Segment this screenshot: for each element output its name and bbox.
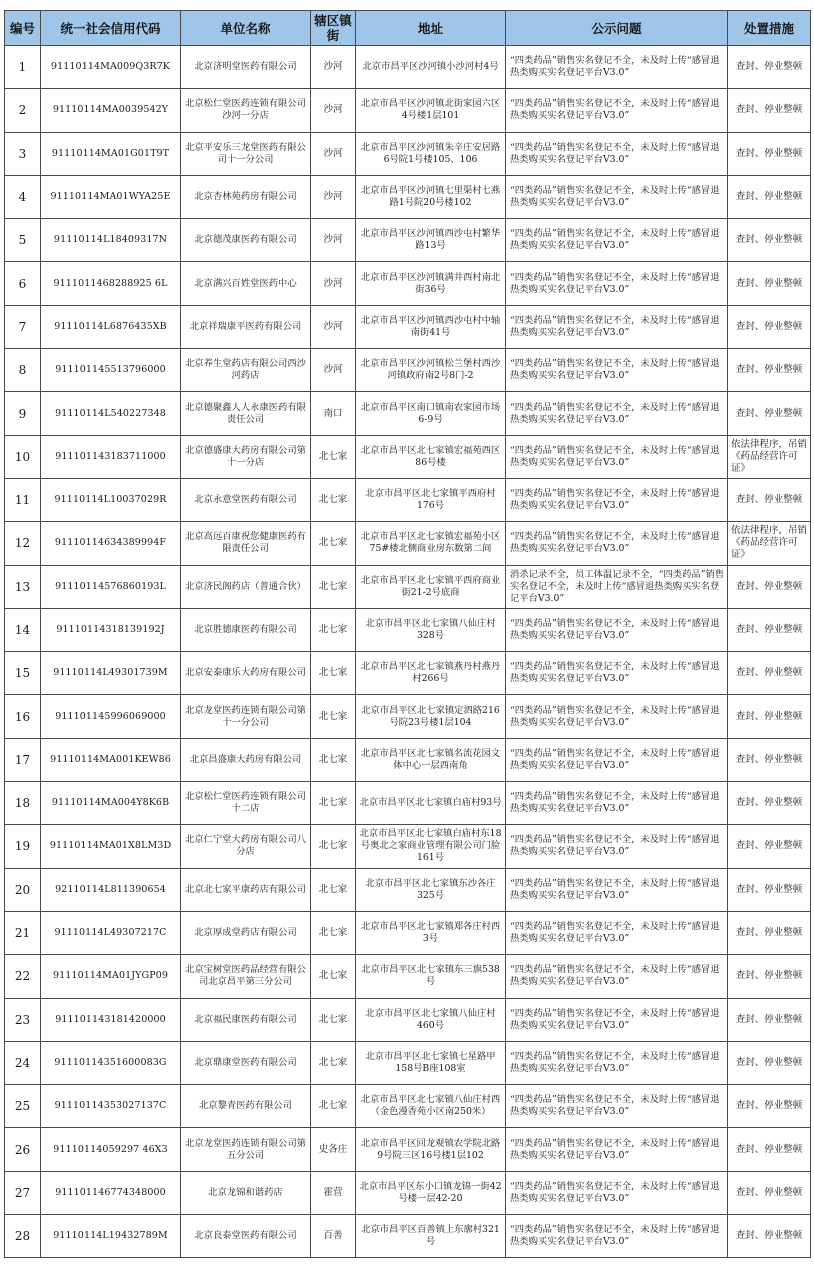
cell-credit-code: 91110114353027137C [41,1085,181,1128]
cell-unit-name: 北京福民康医药有限公司 [181,998,311,1041]
cell-number: 10 [5,435,41,478]
cell-measure: 查封、停业整顿 [728,1171,811,1214]
cell-number: 9 [5,392,41,435]
cell-unit-name: 北京安泰康乐大药房有限公司 [181,652,311,695]
table-row [5,175,811,218]
cell-district: 沙河 [311,262,356,305]
cell-address: 北京市昌平区北七家镇东三旗538号 [356,955,506,998]
cell-measure: 查封、停业整顿 [728,132,811,175]
cell-issue: “四类药品”销售实名登记不全，未及时上传“感冒退热类购买实名登记平台V3.0” [506,175,728,218]
cell-measure: 查封、停业整顿 [728,175,811,218]
cell-measure: 查封、停业整顿 [728,305,811,348]
cell-address: 北京市昌平区北七家镇白庙村东18号奥北之家商业管理有限公司门脸161号 [356,825,506,868]
cell-issue: “四类药品”销售实名登记不全，未及时上传“感冒退热类购买实名登记平台V3.0” [506,998,728,1041]
header-address: 地址 [356,11,506,46]
table-row [5,435,811,478]
cell-number: 7 [5,305,41,348]
cell-unit-name: 北京杏林苑药房有限公司 [181,175,311,218]
cell-measure: 查封、停业整顿 [728,695,811,738]
cell-measure: 查封、停业整顿 [728,955,811,998]
cell-unit-name: 北京鼎康堂医药有限公司 [181,1041,311,1084]
cell-address: 北京市昌平区北七家镇燕丹村燕丹村266号 [356,652,506,695]
cell-unit-name: 北京永意堂医药有限公司 [181,478,311,521]
cell-unit-name: 北京满兴百姓堂医药中心 [181,262,311,305]
cell-measure: 查封、停业整顿 [728,652,811,695]
cell-issue: “四类药品”销售实名登记不全，未及时上传“感冒退热类购买实名登记平台V3.0” [506,782,728,825]
cell-unit-name: 北京胜德康医药有限公司 [181,608,311,651]
cell-district: 史各庄 [311,1128,356,1171]
cell-unit-name: 北京北七家平康药店有限公司 [181,868,311,911]
cell-number: 11 [5,478,41,521]
cell-measure: 查封、停业整顿 [728,1215,811,1258]
cell-credit-code: 911101145996069000 [41,695,181,738]
cell-address: 北京市昌平区沙河镇朱辛庄安居路6号院1号楼105、106 [356,132,506,175]
cell-address: 北京市昌平区沙河镇七里渠村七燕路1号院20号楼102 [356,175,506,218]
table-row [5,608,811,651]
cell-district: 北七家 [311,478,356,521]
table-row [5,219,811,262]
cell-measure: 查封、停业整顿 [728,392,811,435]
cell-address: 北京市昌平区北七家镇名流花园文体中心一层西南角 [356,738,506,781]
cell-address: 北京市昌平区沙河镇西沙屯村繁华路13号 [356,219,506,262]
cell-unit-name: 北京黎青医药有限公司 [181,1085,311,1128]
cell-district: 北七家 [311,955,356,998]
table-row [5,1041,811,1084]
cell-district: 沙河 [311,89,356,132]
cell-measure: 查封、停业整顿 [728,1085,811,1128]
table-row [5,478,811,521]
cell-number: 12 [5,522,41,565]
cell-credit-code: 911101146774348000 [41,1171,181,1214]
cell-unit-name: 北京济明堂医药有限公司 [181,46,311,89]
cell-address: 北京市昌平区北七家镇八仙庄村西（金色漫香苑小区南250米） [356,1085,506,1128]
cell-credit-code: 91110114MA009Q3R7K [41,46,181,89]
cell-credit-code: 91110114L49307217C [41,911,181,954]
cell-issue: “四类药品”销售实名登记不全，未及时上传“感冒退热类购买实名登记平台V3.0” [506,652,728,695]
cell-address: 北京市昌平区南口镇南农家园市场6-9号 [356,392,506,435]
cell-measure: 查封、停业整顿 [728,1128,811,1171]
cell-measure: 查封、停业整顿 [728,782,811,825]
cell-credit-code: 91110114059297 46X3 [41,1128,181,1171]
header-district: 辖区镇街 [311,11,356,46]
cell-address: 北京市昌平区北七家镇东沙各庄325号 [356,868,506,911]
cell-number: 18 [5,782,41,825]
table-row [5,392,811,435]
cell-credit-code: 91110114MA001KEW86 [41,738,181,781]
cell-number: 27 [5,1171,41,1214]
cell-credit-code: 91110114L10037029R [41,478,181,521]
cell-number: 4 [5,175,41,218]
cell-address: 北京市昌平区北七家镇平西府商业街21-2号底商 [356,565,506,608]
cell-credit-code: 91110114L18409317N [41,219,181,262]
table-row [5,565,811,608]
header-measure: 处置措施 [728,11,811,46]
cell-credit-code: 91110114MA01G01T9T [41,132,181,175]
header-credit-code: 统一社会信用代码 [41,11,181,46]
cell-unit-name: 北京祥瑞康平医药有限公司 [181,305,311,348]
cell-address: 北京市昌平区北七家镇七星路甲158号B座108室 [356,1041,506,1084]
cell-address: 北京市昌平区沙河镇满井西村南北街36号 [356,262,506,305]
cell-district: 北七家 [311,1041,356,1084]
cell-measure: 查封、停业整顿 [728,998,811,1041]
cell-issue: “四类药品”销售实名登记不全，未及时上传“感冒退热类购买实名登记平台V3.0” [506,435,728,478]
table-row [5,262,811,305]
cell-address: 北京市昌平区北七家镇定泗路216号院23号楼1层104 [356,695,506,738]
cell-district: 沙河 [311,349,356,392]
cell-credit-code: 9111011468288925 6L [41,262,181,305]
cell-district: 北七家 [311,1085,356,1128]
cell-unit-name: 北京平安乐三龙堂医药有限公司十一分公司 [181,132,311,175]
cell-issue: “四类药品”销售实名登记不全，未及时上传“感冒退热类购买实名登记平台V3.0” [506,478,728,521]
cell-number: 24 [5,1041,41,1084]
cell-number: 19 [5,825,41,868]
cell-credit-code: 91110114L19432789M [41,1215,181,1258]
cell-measure: 查封、停业整顿 [728,608,811,651]
cell-measure: 查封、停业整顿 [728,1041,811,1084]
table-row [5,911,811,954]
cell-district: 北七家 [311,608,356,651]
cell-address: 北京市昌平区沙河镇西沙屯村中轴南街41号 [356,305,506,348]
cell-unit-name: 北京德盛康大药房有限公司第十一分店 [181,435,311,478]
cell-unit-name: 北京济民阁药店（普通合伙） [181,565,311,608]
table-row [5,695,811,738]
cell-issue: “四类药品”销售实名登记不全，未及时上传“感冒退热类购买实名登记平台V3.0” [506,132,728,175]
cell-number: 3 [5,132,41,175]
cell-credit-code: 91110114L6876435XB [41,305,181,348]
cell-credit-code: 911101145513796000 [41,349,181,392]
cell-credit-code: 91110114L49301739M [41,652,181,695]
cell-address: 北京市昌平区北七家镇白庙村93号 [356,782,506,825]
cell-issue: “四类药品”销售实名登记不全，未及时上传“感冒退热类购买实名登记平台V3.0” [506,1128,728,1171]
table-header-row [5,11,811,46]
table-row [5,652,811,695]
cell-address: 北京市昌平区百善镇上东廓村321号 [356,1215,506,1258]
cell-district: 沙河 [311,46,356,89]
cell-district: 北七家 [311,738,356,781]
cell-address: 北京市昌平区北七家镇郑各庄村西3号 [356,911,506,954]
cell-issue: “四类药品”销售实名登记不全，未及时上传“感冒退热类购买实名登记平台V3.0” [506,1085,728,1128]
cell-number: 20 [5,868,41,911]
cell-unit-name: 北京德聚鑫人人永康医药有限责任公司 [181,392,311,435]
table-row [5,349,811,392]
disposal-table-sheet [4,10,810,1258]
cell-district: 北七家 [311,911,356,954]
cell-measure: 查封、停业整顿 [728,911,811,954]
cell-unit-name: 北京厚成堂药店有限公司 [181,911,311,954]
cell-number: 5 [5,219,41,262]
table-row [5,1085,811,1128]
cell-issue: “四类药品”销售实名登记不全，未及时上传“感冒退热类购买实名登记平台V3.0” [506,695,728,738]
cell-address: 北京市昌平区沙河镇小沙河村4号 [356,46,506,89]
cell-credit-code: 91110114L540227348 [41,392,181,435]
cell-issue: “四类药品”销售实名登记不全，未及时上传“感冒退热类购买实名登记平台V3.0” [506,955,728,998]
cell-issue: “四类药品”销售实名登记不全，未及时上传“感冒退热类购买实名登记平台V3.0” [506,1171,728,1214]
table-row [5,738,811,781]
table-row [5,998,811,1041]
cell-credit-code: 91110114MA004Y8K6B [41,782,181,825]
cell-unit-name: 北京龙锦和谐药店 [181,1171,311,1214]
table-row [5,522,811,565]
table-row [5,868,811,911]
cell-unit-name: 北京松仁堂医药连锁有限公司十二店 [181,782,311,825]
cell-number: 26 [5,1128,41,1171]
cell-number: 1 [5,46,41,89]
cell-number: 6 [5,262,41,305]
cell-credit-code: 91110114318139192J [41,608,181,651]
cell-issue: “四类药品”销售实名登记不全，未及时上传“感冒退热类购买实名登记平台V3.0” [506,825,728,868]
cell-number: 16 [5,695,41,738]
cell-measure: 查封、停业整顿 [728,738,811,781]
cell-issue: “四类药品”销售实名登记不全，未及时上传“感冒退热类购买实名登记平台V3.0” [506,46,728,89]
table-row [5,825,811,868]
cell-number: 13 [5,565,41,608]
disposal-table [4,10,811,1258]
cell-credit-code: 91110114MA01JYGP09 [41,955,181,998]
cell-measure: 查封、停业整顿 [728,349,811,392]
cell-number: 28 [5,1215,41,1258]
table-row [5,1215,811,1258]
cell-unit-name: 北京养生堂药店有限公司西沙河药店 [181,349,311,392]
cell-issue: “四类药品”销售实名登记不全，未及时上传“感冒退热类购买实名登记平台V3.0” [506,1215,728,1258]
cell-unit-name: 北京昌盛康大药房有限公司 [181,738,311,781]
cell-measure: 查封、停业整顿 [728,219,811,262]
cell-address: 北京市昌平区沙河镇松兰堡村西沙河镇政府南2号8门-2 [356,349,506,392]
cell-unit-name: 北京龙堂医药连锁有限公司第五分公司 [181,1128,311,1171]
cell-number: 2 [5,89,41,132]
cell-issue: “四类药品”销售实名登记不全，未及时上传“感冒退热类购买实名登记平台V3.0” [506,738,728,781]
cell-issue: 消杀记录不全，员工体温记录不全，“四类药品”销售实名登记不全，未及时上传“感冒退热类购买实名登记平台V3.0” [506,565,728,608]
cell-district: 沙河 [311,305,356,348]
cell-district: 北七家 [311,435,356,478]
cell-issue: “四类药品”销售实名登记不全，未及时上传“感冒退热类购买实名登记平台V3.0” [506,392,728,435]
table-row [5,305,811,348]
cell-district: 北七家 [311,998,356,1041]
table-body [5,46,811,1258]
cell-number: 14 [5,608,41,651]
cell-number: 15 [5,652,41,695]
cell-number: 17 [5,738,41,781]
cell-measure: 查封、停业整顿 [728,46,811,89]
cell-district: 北七家 [311,868,356,911]
table-row [5,1171,811,1214]
cell-number: 25 [5,1085,41,1128]
cell-issue: “四类药品”销售实名登记不全，未及时上传“感冒退热类购买实名登记平台V3.0” [506,89,728,132]
cell-address: 北京市昌平区沙河镇北街家园六区4号楼1层101 [356,89,506,132]
table-row [5,955,811,998]
cell-district: 北七家 [311,522,356,565]
cell-district: 北七家 [311,695,356,738]
table-row [5,89,811,132]
cell-district: 百善 [311,1215,356,1258]
cell-unit-name: 北京良泰堂医药有限公司 [181,1215,311,1258]
cell-measure: 查封、停业整顿 [728,478,811,521]
cell-measure: 查封、停业整顿 [728,262,811,305]
cell-district: 南口 [311,392,356,435]
cell-credit-code: 92110114L811390654 [41,868,181,911]
header-number: 编号 [5,11,41,46]
cell-credit-code: 91110114576860193L [41,565,181,608]
cell-unit-name: 北京宝树堂医药品经营有限公司北京昌平第三分公司 [181,955,311,998]
cell-issue: “四类药品”销售实名登记不全，未及时上传“感冒退热类购买实名登记平台V3.0” [506,911,728,954]
cell-unit-name: 北京德茂康医药有限公司 [181,219,311,262]
cell-credit-code: 911101143181420000 [41,998,181,1041]
cell-address: 北京市昌平区北七家镇宏福苑西区86号楼 [356,435,506,478]
cell-measure: 查封、停业整顿 [728,89,811,132]
cell-credit-code: 91110114MA01WYA25E [41,175,181,218]
cell-address: 北京市昌平区北七家镇平西府村176号 [356,478,506,521]
cell-issue: “四类药品”销售实名登记不全，未及时上传“感冒退热类购买实名登记平台V3.0” [506,1041,728,1084]
cell-unit-name: 北京龙堂医药连锁有限公司第十一分公司 [181,695,311,738]
cell-credit-code: 91110114MA01X8LM3D [41,825,181,868]
cell-issue: “四类药品”销售实名登记不全，未及时上传“感冒退热类购买实名登记平台V3.0” [506,219,728,262]
cell-measure: 依法律程序，吊销《药品经营许可证》 [728,435,811,478]
cell-credit-code: 91110114351600083G [41,1041,181,1084]
cell-district: 霍营 [311,1171,356,1214]
cell-credit-code: 91110114634389994F [41,522,181,565]
cell-credit-code: 911101143183711000 [41,435,181,478]
cell-measure: 依法律程序，吊销《药品经营许可证》 [728,522,811,565]
table-row [5,1128,811,1171]
cell-issue: “四类药品”销售实名登记不全，未及时上传“感冒退热类购买实名登记平台V3.0” [506,349,728,392]
cell-measure: 查封、停业整顿 [728,825,811,868]
cell-measure: 查封、停业整顿 [728,868,811,911]
table-row [5,782,811,825]
cell-number: 8 [5,349,41,392]
cell-address: 北京市昌平区北七家镇八仙庄村460号 [356,998,506,1041]
cell-district: 沙河 [311,132,356,175]
header-unit-name: 单位名称 [181,11,311,46]
cell-number: 22 [5,955,41,998]
cell-number: 21 [5,911,41,954]
cell-issue: “四类药品”销售实名登记不全，未及时上传“感冒退热类购买实名登记平台V3.0” [506,608,728,651]
cell-district: 北七家 [311,565,356,608]
cell-credit-code: 91110114MA0039542Y [41,89,181,132]
cell-number: 23 [5,998,41,1041]
cell-unit-name: 北京松仁堂医药连锁有限公司沙河一分店 [181,89,311,132]
cell-address: 北京市昌平区回龙观镇农学院北路9号院三区16号楼1层102 [356,1128,506,1171]
cell-address: 北京市昌平区东小口镇龙锦一街42号楼一层42-20 [356,1171,506,1214]
cell-issue: “四类药品”销售实名登记不全，未及时上传“感冒退热类购买实名登记平台V3.0” [506,868,728,911]
cell-district: 北七家 [311,825,356,868]
cell-address: 北京市昌平区北七家镇宏福苑小区75#楼北侧商业房东数第二间 [356,522,506,565]
cell-district: 北七家 [311,652,356,695]
header-issue: 公示问题 [506,11,728,46]
cell-district: 北七家 [311,782,356,825]
cell-address: 北京市昌平区北七家镇八仙庄村328号 [356,608,506,651]
table-row [5,46,811,89]
cell-issue: “四类药品”销售实名登记不全，未及时上传“感冒退热类购买实名登记平台V3.0” [506,305,728,348]
cell-district: 沙河 [311,219,356,262]
table-row [5,132,811,175]
cell-unit-name: 北京仁宁堂大药房有限公司八分店 [181,825,311,868]
cell-issue: “四类药品”销售实名登记不全，未及时上传“感冒退热类购买实名登记平台V3.0” [506,522,728,565]
cell-issue: “四类药品”销售实名登记不全，未及时上传“感冒退热类购买实名登记平台V3.0” [506,262,728,305]
cell-district: 沙河 [311,175,356,218]
cell-unit-name: 北京高远百康祝您健康医药有限责任公司 [181,522,311,565]
cell-measure: 查封、停业整顿 [728,565,811,608]
